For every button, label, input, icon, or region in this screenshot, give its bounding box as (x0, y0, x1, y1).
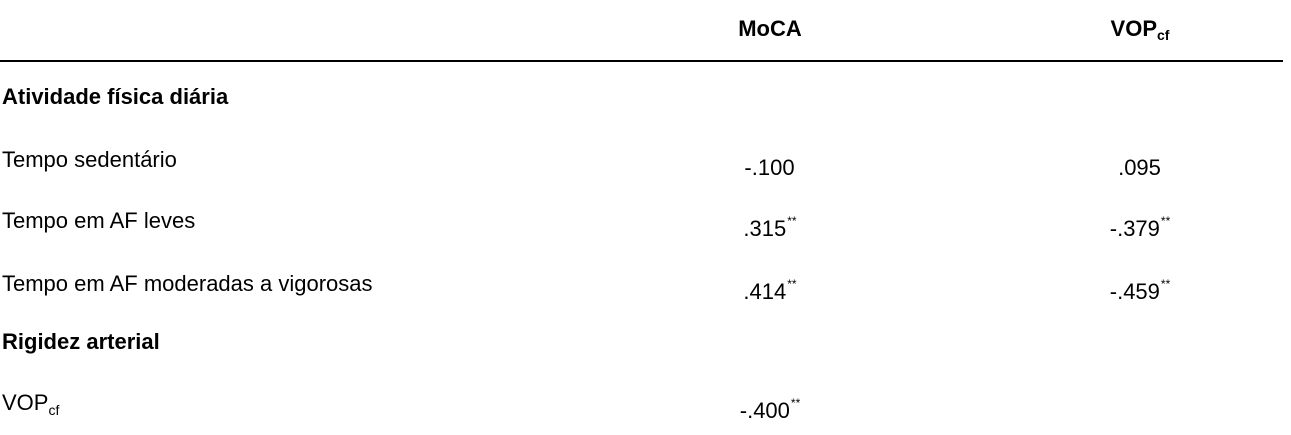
vop-value-text: .095 (1118, 155, 1161, 180)
moca-value-text: .315 (743, 216, 787, 241)
table-row-section-activity (0, 77, 1283, 117)
row-label (2, 383, 59, 430)
table-row (0, 383, 1283, 423)
row-label-text: VOP (2, 390, 49, 415)
moca-value-text: .414 (743, 279, 787, 304)
row-label-subscript: cf (48, 402, 60, 418)
moca-value (690, 201, 850, 249)
table-row (0, 140, 1283, 180)
vop-value-text: -.379 (1109, 216, 1160, 241)
significance-marker: ** (787, 214, 797, 228)
moca-value-text: -.400 (739, 398, 790, 423)
column-header-vop-label: VOP (1110, 16, 1157, 41)
vop-value (1060, 383, 1220, 431)
moca-value (690, 264, 850, 312)
column-header-moca (690, 16, 850, 42)
moca-value-text: -.100 (744, 155, 795, 180)
row-label: Tempo em AF leves (2, 208, 196, 233)
row-label: Tempo sedentário (2, 147, 177, 172)
table-row (0, 264, 1283, 304)
column-header-vop (1060, 16, 1220, 48)
column-header-vop-subscript: cf (1157, 27, 1170, 43)
header-rule (0, 60, 1283, 62)
significance-marker: ** (790, 396, 801, 410)
significance-marker: ** (1160, 277, 1171, 291)
moca-value (690, 383, 850, 431)
table-row-section-arterial (0, 322, 1283, 362)
vop-value (1060, 201, 1220, 249)
vop-value-text: -.459 (1109, 279, 1160, 304)
vop-value (1060, 264, 1220, 312)
moca-value (690, 140, 850, 188)
vop-value (1060, 140, 1220, 188)
row-label: Atividade física diária (2, 84, 229, 109)
row-label: Tempo em AF moderadas a vigorosas (2, 271, 373, 296)
table-header (0, 0, 1283, 62)
significance-marker: ** (1160, 214, 1171, 228)
row-label: Rigidez arterial (2, 329, 160, 354)
table-row (0, 201, 1283, 241)
significance-marker: ** (787, 277, 797, 291)
column-header-moca-label: MoCA (738, 16, 802, 41)
